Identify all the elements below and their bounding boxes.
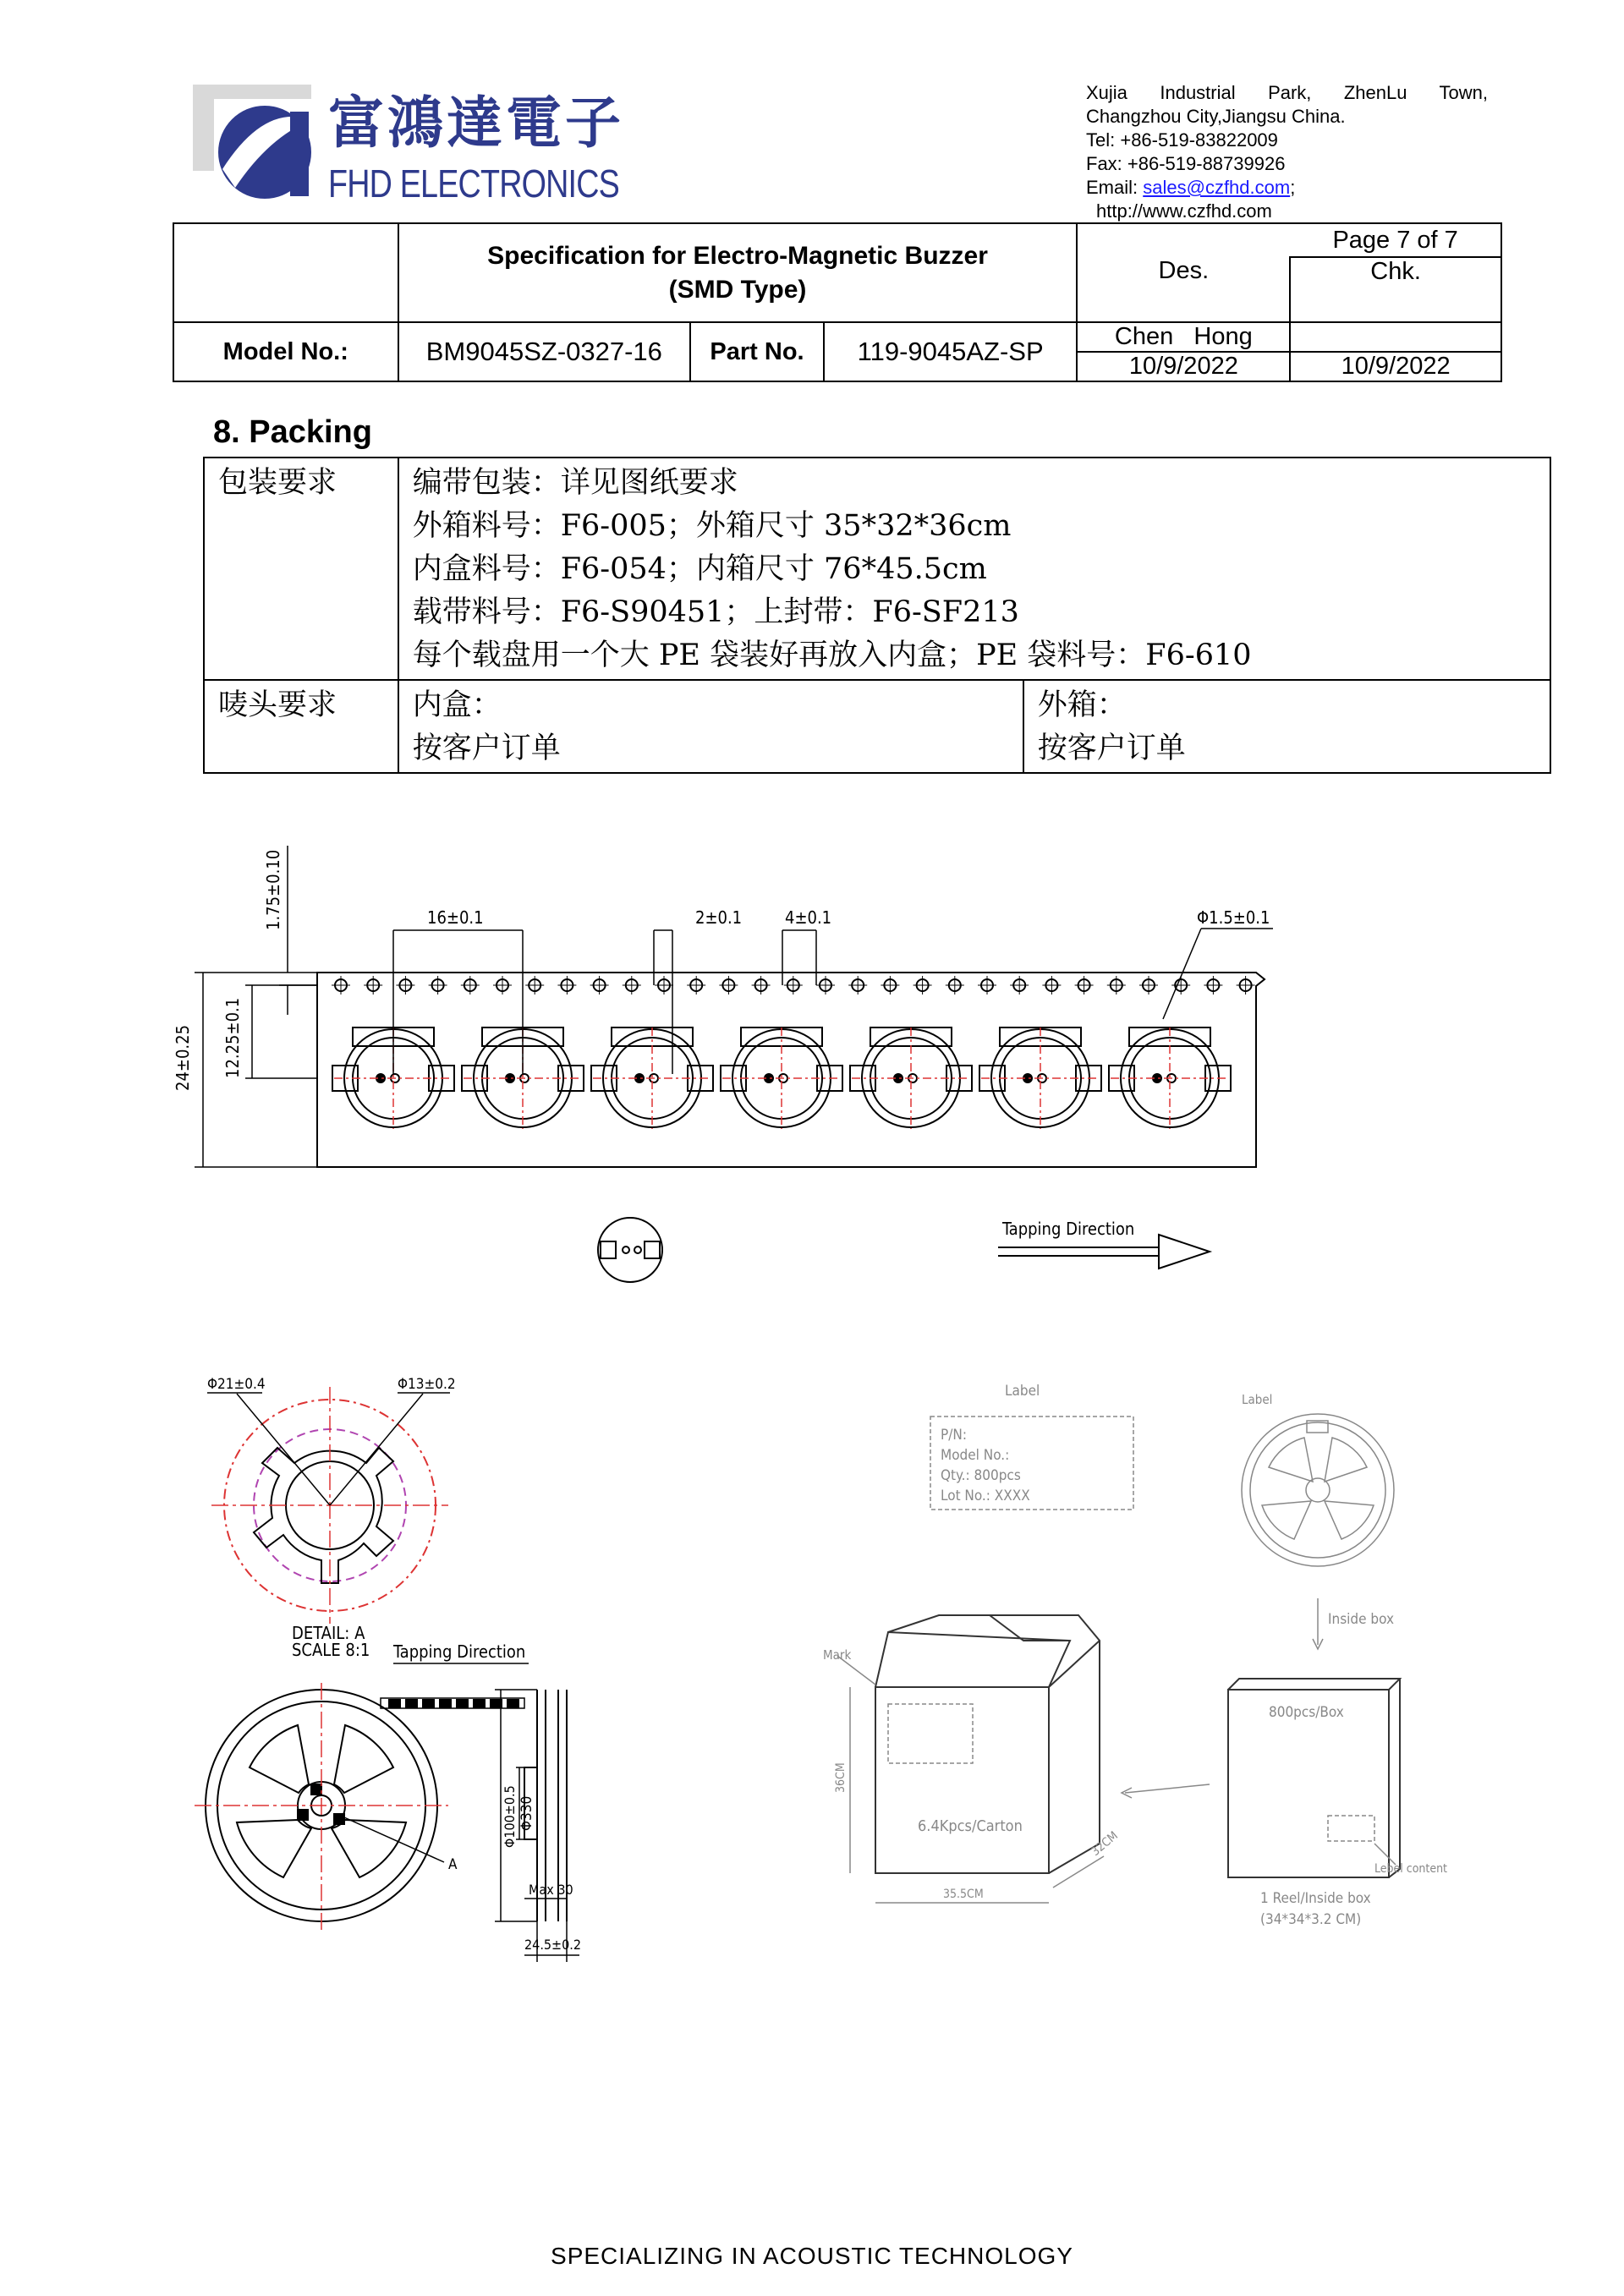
box-note-2: (34*34*3.2 CM) [1260, 1911, 1362, 1928]
tape-strip-pocket [457, 1700, 468, 1707]
company-name-en: FHD ELECTRONICS [328, 162, 619, 205]
dim-h36: 36CM [834, 1762, 848, 1793]
tape-pocket [721, 1027, 842, 1129]
detail-label: DETAIL: A [292, 1623, 365, 1643]
tape-strip-pocket [389, 1700, 400, 1707]
tape-pocket [1109, 1027, 1231, 1129]
sprocket-hole [752, 976, 771, 995]
page-number: Page 7 of 7 [1290, 223, 1501, 257]
model-label: Model No.: [173, 322, 398, 381]
sprocket-hole [687, 976, 705, 995]
dim-100: Φ100±0.5 [502, 1785, 518, 1848]
sprocket-hole [848, 976, 867, 995]
packing-line: 载带料号：F6-S90451；上封带：F6-SF213 [412, 595, 1019, 629]
label-line-pn: P/N: [941, 1427, 967, 1444]
address-line-2: Changzhou City,Jiangsu China. [1086, 106, 1346, 127]
dim-pitch: 16±0.1 [427, 907, 484, 928]
sprocket-hole [364, 976, 382, 995]
inner-box-cell: 内盒： 按客户订单 [398, 680, 1023, 773]
packing-line: 编带包装：详见图纸要求 [412, 466, 738, 500]
carton-qty: 6.4Kpcs/Carton [918, 1817, 1023, 1835]
section-title: 8. Packing [213, 414, 372, 450]
inside-box-label: Inside box [1328, 1611, 1394, 1628]
box-qty: 800pcs/Box [1269, 1704, 1344, 1721]
label-line-qty: Qty.: 800pcs [941, 1467, 1021, 1484]
sprocket-holes [332, 976, 1255, 995]
sprocket-hole [784, 976, 803, 995]
tape-pocket [591, 1027, 713, 1129]
website-line[interactable]: http://www.czfhd.com [1096, 200, 1272, 222]
packing-req-label: 包装要求 [204, 458, 398, 680]
sprocket-hole [332, 976, 350, 995]
chk-label: Chk. [1290, 257, 1501, 322]
tape-strip-pocket [440, 1700, 451, 1707]
sprocket-hole [881, 976, 899, 995]
tape-strip-pocket [406, 1700, 417, 1707]
packing-box-drawing [820, 1370, 1463, 1962]
scale-label: SCALE 8:1 [292, 1640, 370, 1658]
tape-pockets [332, 1027, 1231, 1129]
label-content: Lebel content [1374, 1862, 1447, 1876]
packing-line: 外箱料号：F6-005；外箱尺寸 35*32*36cm [412, 509, 1012, 543]
sprocket-hole [816, 976, 835, 995]
packing-table [203, 457, 1551, 774]
dim-hole: Φ1.5±0.1 [1197, 907, 1270, 928]
email-line: Email: sales@czfhd.com; [1086, 177, 1296, 198]
designer-name: Chen Hong [1077, 322, 1290, 352]
fax-line: Fax: +86-519-88739926 [1086, 153, 1286, 174]
dim-245: 24.5±0.2 [524, 1937, 581, 1953]
dim-w35: 35.5CM [943, 1888, 984, 1901]
tape-strip-pocket [491, 1700, 502, 1707]
spec-title: Specification for Electro-Magnetic Buzzer (SMD Type) [398, 223, 1078, 322]
dim-13: Φ13±0.2 [398, 1376, 456, 1393]
label-line-model: Model No.: [941, 1447, 1010, 1464]
sprocket-hole [978, 976, 996, 995]
sprocket-hole [557, 976, 576, 995]
dim-21: Φ21±0.4 [207, 1376, 266, 1393]
tape-strip-pocket [508, 1700, 518, 1707]
sprocket-hole [1204, 976, 1222, 995]
carrier-tape-drawing [161, 837, 1294, 1311]
dim-330: Φ330 [518, 1795, 535, 1831]
dim-d32: 32CM [1089, 1828, 1121, 1860]
des-date: 10/9/2022 [1077, 352, 1290, 381]
sprocket-hole [493, 976, 512, 995]
tape-pocket [979, 1027, 1101, 1129]
reel-hub-detail-drawing [203, 1370, 474, 1658]
label-line-lot: Lot No.: XXXX [941, 1488, 1030, 1504]
max-30: Max 30 [529, 1882, 573, 1898]
sprocket-hole [461, 976, 480, 995]
packing-line: 每个载盘用一个大 PE 袋装好再放入内盒；PE 袋料号：F6-610 [412, 638, 1252, 672]
sprocket-hole [396, 976, 414, 995]
email-link[interactable]: sales@czfhd.com [1143, 177, 1291, 198]
sprocket-hole [1107, 976, 1126, 995]
sprocket-hole [655, 976, 673, 995]
footer-slogan: SPECIALIZING IN ACOUSTIC TECHNOLOGY [551, 2243, 1073, 2269]
sprocket-hole [1075, 976, 1094, 995]
callout-a: A [448, 1856, 458, 1873]
reel-tape-strip [389, 1700, 518, 1707]
packing-req-lines [398, 458, 1550, 680]
tel-line: Tel: +86-519-83822009 [1086, 129, 1278, 151]
chk-date: 10/9/2022 [1290, 352, 1501, 381]
mark-label: Mark [823, 1647, 852, 1663]
dim-center: 12.25±0.1 [222, 997, 243, 1078]
sprocket-hole [914, 976, 932, 995]
dim-edge: 1.75±0.10 [263, 849, 283, 930]
box-note-1: 1 Reel/Inside box [1260, 1890, 1371, 1907]
sprocket-hole [1010, 976, 1029, 995]
outer-box-cell: 外箱： 按客户订单 [1023, 680, 1550, 773]
header-blank-cell [173, 223, 398, 322]
address-line-1: Xujia Industrial Park, ZhenLu Town, [1086, 82, 1488, 103]
sprocket-hole [1139, 976, 1158, 995]
label-title: Label [1005, 1383, 1040, 1400]
reel-drawing [186, 1641, 694, 1979]
sprocket-hole [590, 976, 609, 995]
sprocket-hole [1237, 976, 1255, 995]
company-name-zh: 富鴻達電子 [328, 90, 624, 156]
buzzer-component-top [598, 1218, 662, 1282]
part-value: 119-9045AZ-SP [824, 322, 1078, 381]
company-logo-icon [184, 78, 315, 205]
sprocket-hole [429, 976, 447, 995]
packing-line: 内盒料号：F6-054；内箱尺寸 76*45.5cm [412, 552, 987, 586]
sprocket-hole [623, 976, 641, 995]
reel-label-tag: Label [1242, 1392, 1273, 1407]
reel-direction-label: Tapping Direction [393, 1641, 526, 1662]
tape-pocket [850, 1027, 972, 1129]
spec-header-table [173, 222, 1502, 382]
sprocket-hole [946, 976, 964, 995]
tape-direction-label: Tapping Direction [1002, 1219, 1135, 1239]
dim-4: 4±0.1 [785, 907, 832, 928]
des-label: Des. [1077, 257, 1290, 322]
marking-req-label: 唛头要求 [204, 680, 398, 773]
part-label: Part No. [690, 322, 824, 381]
company-address [1086, 81, 1488, 223]
model-value: BM9045SZ-0327-16 [398, 322, 691, 381]
sprocket-hole [1042, 976, 1061, 995]
tape-strip-pocket [423, 1700, 434, 1707]
dim-2: 2±0.1 [695, 907, 743, 928]
sprocket-hole [719, 976, 738, 995]
direction-arrow-icon [998, 1235, 1210, 1269]
dim-width: 24±0.25 [173, 1024, 193, 1091]
tape-strip-pocket [474, 1700, 485, 1707]
sprocket-hole [525, 976, 544, 995]
